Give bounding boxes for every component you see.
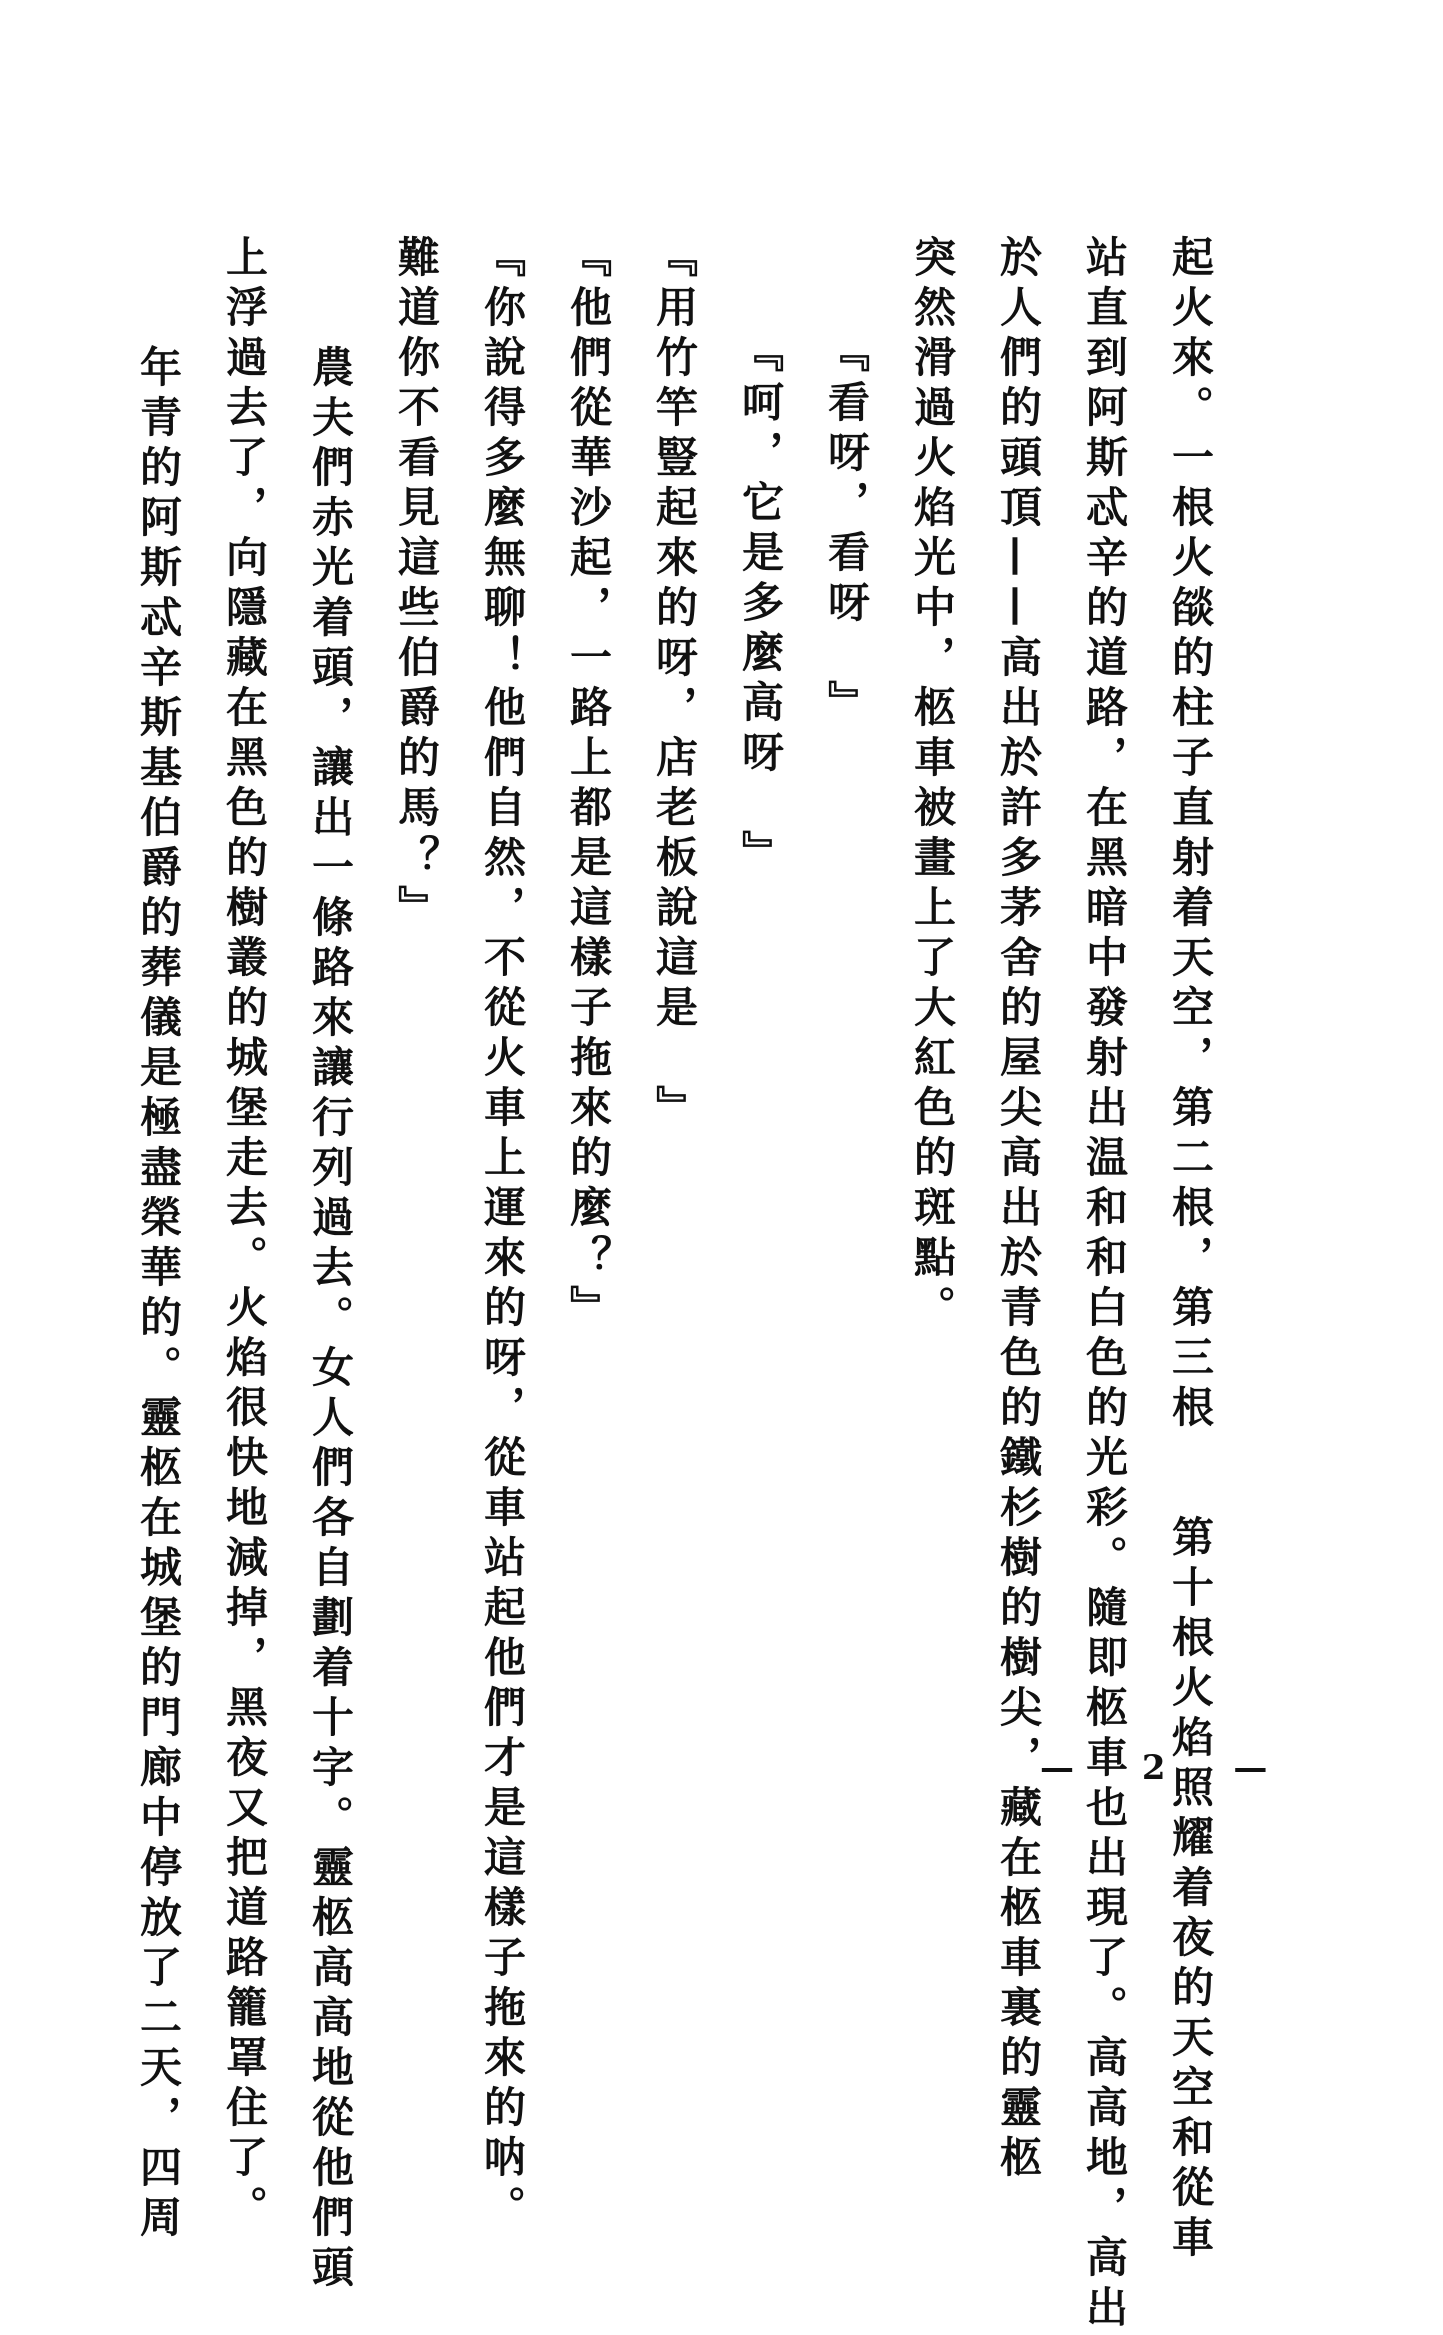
text-column-9: 『你說得多麼無聊！他們自然，不從火車上運來的呀，從車站起他們才是這樣子拖來的呐。 bbox=[478, 235, 527, 2235]
text-column-12: 上浮過去了，向隱藏在黑色的樹叢的城堡走去。火焰很快地減掉，黑夜又把道路籠罩住了。 bbox=[220, 235, 269, 2235]
text-column-11: 農夫們赤光着頭，讓出一條路來讓行列過去。女人們各自劃着十字。靈柩高高地從他們頭 bbox=[306, 345, 355, 2295]
text-column-5: 『看呀，看呀 』 bbox=[822, 330, 871, 730]
text-column-1-bottom: 第十根火焰照耀着夜的天空和從車 bbox=[1166, 1515, 1215, 2265]
text-column-6: 『呵，它是多麼高呀 』 bbox=[736, 330, 785, 880]
text-column-4: 突然滑過火焰光中，柩車被畫上了大紅色的斑點。 bbox=[908, 235, 957, 1335]
text-column-13: 年青的阿斯忒辛斯基伯爵的葬儀是極盡榮華的。靈柩在城堡的門廊中停放了二天，四周 bbox=[134, 345, 183, 2245]
text-column-10: 難道你不看見這些伯爵的馬？』 bbox=[392, 235, 441, 935]
text-column-1 bbox=[1147, 235, 1233, 2265]
page-number: — 2 — bbox=[1040, 1748, 1296, 1788]
text-column-1-top: 起火來。一根火燄的柱子直射着天空，第二根，第三根 bbox=[1166, 235, 1215, 1435]
vertical-text-block bbox=[115, 235, 1233, 2335]
text-column-7: 『用竹竿豎起來的呀，店老板說這是 』 bbox=[650, 235, 699, 1135]
text-column-3: 於人們的頭頂——高出於許多茅舍的屋尖高出於青色的鐵杉樹的樹尖，藏在柩車裏的靈柩 bbox=[994, 235, 1043, 2185]
text-column-2: 站直到阿斯忒辛的道路，在黑暗中發射出温和和白色的光彩。隨即柩車也出現了。高高地，高出 bbox=[1080, 235, 1129, 2335]
text-column-8: 『他們從華沙起，一路上都是這樣子拖來的麼？』 bbox=[564, 235, 613, 1335]
